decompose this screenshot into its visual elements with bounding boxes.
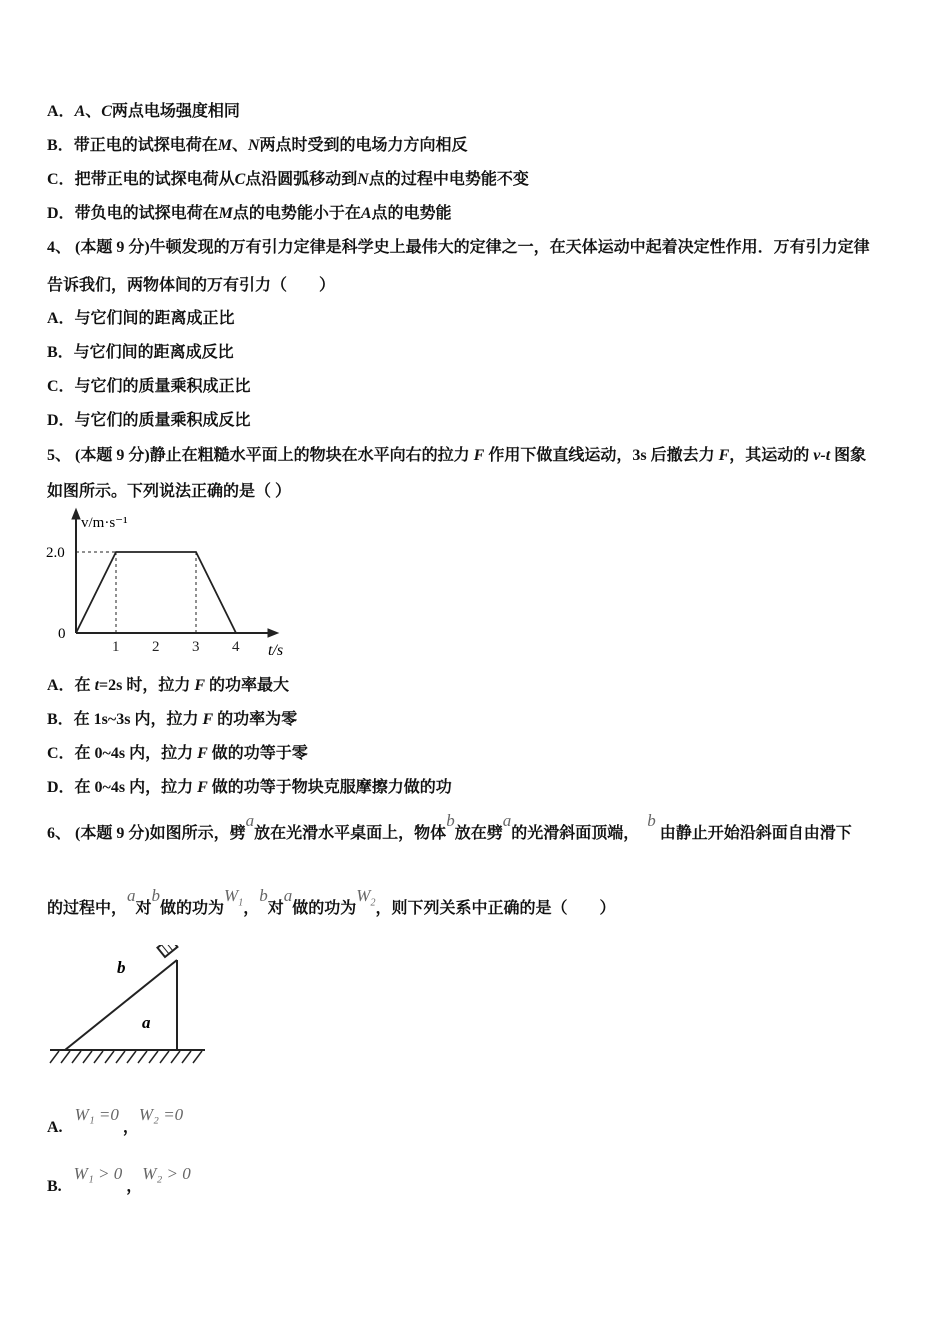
var-b: b <box>446 811 455 830</box>
hatch-mark <box>61 1051 70 1063</box>
text: ，则下列关系中正确的是（ ） <box>375 900 616 917</box>
var-b: b <box>259 886 268 905</box>
hatch-mark <box>160 1051 169 1063</box>
x-tick-label: 2 <box>152 639 160 655</box>
x-tick-label: 3 <box>192 639 200 655</box>
text: 、 <box>85 103 102 120</box>
var-a: a <box>127 886 136 905</box>
x-axis-arrow <box>268 629 278 637</box>
text: 的功率为零 <box>213 711 298 728</box>
q5-option-a[interactable] <box>47 676 289 696</box>
text: C <box>234 171 246 188</box>
q3-option-c[interactable] <box>47 170 529 190</box>
var-a: a <box>283 886 293 905</box>
formula: W₁ > 0 <box>73 1164 123 1183</box>
text: 点沿圆弧移动到 <box>245 171 358 188</box>
text: =2s 时，拉力 <box>99 677 195 694</box>
x-axis-label: t/s <box>268 642 284 659</box>
formula: W₂ > 0 <box>142 1164 191 1183</box>
text: 做的功等于零 <box>207 745 308 762</box>
text: 图象 <box>830 447 867 464</box>
text: A <box>360 205 372 222</box>
block-b <box>157 945 177 957</box>
q4-stem-line2: 告诉我们，两物体间的万有引力（ ） <box>47 277 336 294</box>
var-vt: v-t <box>813 447 831 464</box>
origin-label: 0 <box>58 626 66 642</box>
text: 5、 (本题 9 分)静止在粗糙水平面上的物块在水平向右的拉力 <box>47 447 474 464</box>
option-label: C． <box>47 171 75 188</box>
text: t <box>94 677 100 694</box>
hatch-mark <box>138 1051 147 1063</box>
var-b: b <box>151 886 161 905</box>
q4-option-c: C．与它们的质量乘积成正比 <box>47 378 251 395</box>
q6-stem-line1 <box>47 811 852 844</box>
wedge-diagram <box>45 945 210 1070</box>
text: 6、 (本题 9 分)如图所示，劈 <box>47 825 246 842</box>
text: D．在 0~4s 内，拉力 <box>47 779 198 796</box>
text: 1 <box>238 897 244 909</box>
text: F <box>202 711 214 728</box>
text: 对 <box>135 900 152 917</box>
option-label: B. <box>47 1178 62 1195</box>
hatch-mark <box>182 1051 191 1063</box>
text: A <box>74 103 86 120</box>
x-tick-label: 4 <box>232 639 240 655</box>
var-F: F <box>718 447 730 464</box>
q3-option-b[interactable] <box>47 136 468 156</box>
var-W2 <box>356 886 376 909</box>
text: 2 <box>370 897 376 909</box>
text: N <box>247 137 260 154</box>
text: C <box>101 103 112 120</box>
text: 作用下做直线运动，3s 后撤去力 <box>484 447 719 464</box>
text: 的功率最大 <box>205 677 290 694</box>
q4-option-a: A．与它们间的距离成正比 <box>47 310 235 327</box>
q6-option-b[interactable]: B. W₁ > 0 ，W₂ > 0 <box>47 1164 191 1195</box>
hatch-mark <box>50 1051 59 1063</box>
hatch-mark <box>94 1051 103 1063</box>
vt-graph <box>40 505 300 665</box>
text: 两点电场强度相同 <box>111 103 240 120</box>
q4-option-d: D．与它们的质量乘积成反比 <box>47 412 251 429</box>
text: 、 <box>231 137 248 154</box>
q4-stem-line1: 4、 (本题 9 分)牛顿发现的万有引力定律是科学史上最伟大的定律之一，在天体运动中起着决定性作用．万有引力定律 <box>47 239 870 256</box>
var-a: a <box>245 811 255 830</box>
text: W <box>356 886 371 905</box>
hatch-mark <box>171 1051 180 1063</box>
text: 点的过程中电势能不变 <box>368 171 529 188</box>
text: 的光滑斜面顶端， <box>511 825 640 842</box>
x-tick-label: 1 <box>112 639 120 655</box>
text: F <box>197 745 208 762</box>
var-a: a <box>502 811 512 830</box>
q6-stem-line2 <box>47 886 616 925</box>
q5-stem-line1 <box>47 446 866 466</box>
text: 做的功等于物块克服摩擦力做的功 <box>207 779 452 796</box>
hatch-mark <box>72 1051 81 1063</box>
y-axis-label: v/m·s⁻¹ <box>81 515 128 531</box>
var-F: F <box>473 447 485 464</box>
text: 把带正电的试探电荷从 <box>74 171 235 188</box>
formula: W₁ =0 <box>74 1105 119 1124</box>
hatch-mark <box>127 1051 136 1063</box>
text: 由静止开始沿斜面自由滑下 <box>659 825 852 842</box>
text: A．在 <box>47 677 95 694</box>
text: 点的电势能 <box>371 205 452 222</box>
var-b: b <box>647 811 656 830</box>
q5-option-c[interactable] <box>47 744 308 764</box>
text: 的过程中， <box>47 900 128 917</box>
text: M <box>218 205 233 222</box>
text: ，其运动的 <box>729 447 814 464</box>
q4-option-b: B．与它们间的距离成反比 <box>47 344 234 361</box>
text: B．在 1s~3s 内，拉力 <box>47 711 203 728</box>
text: 带正电的试探电荷在 <box>73 137 218 154</box>
text: 点的电势能小于在 <box>232 205 361 222</box>
y-axis-arrow <box>72 509 80 519</box>
var-W1 <box>224 886 244 909</box>
text: F <box>194 677 206 694</box>
text: W <box>224 886 239 905</box>
q5-stem-line2: 如图所示。下列说法正确的是（ ） <box>47 483 292 500</box>
option-label: A. <box>47 1119 63 1136</box>
q6-option-a[interactable]: A. W₁ =0 ，W₂ =0 <box>47 1105 184 1136</box>
y-tick-label: 2.0 <box>46 545 65 561</box>
text: 两点时受到的电场力方向相反 <box>259 137 468 154</box>
formula: W₂ =0 <box>138 1105 184 1124</box>
q3-option-d[interactable] <box>47 204 452 224</box>
option-label: B． <box>47 137 74 154</box>
text: F <box>197 779 208 796</box>
option-label: A． <box>47 103 75 120</box>
hatch-mark <box>149 1051 158 1063</box>
hatch-mark <box>105 1051 114 1063</box>
series-line <box>76 552 236 633</box>
text: 做的功为 <box>292 900 357 917</box>
hatch-mark <box>193 1051 202 1063</box>
hatch-mark <box>83 1051 92 1063</box>
option-label: D． <box>47 205 75 222</box>
text: M <box>217 137 232 154</box>
text: 放在光滑水平桌面上，物体 <box>254 825 447 842</box>
text: N <box>357 171 369 188</box>
label-a: a <box>142 1013 151 1032</box>
text: ， <box>243 900 260 917</box>
text: C．在 0~4s 内，拉力 <box>47 745 198 762</box>
q3-option-a[interactable] <box>47 102 240 122</box>
text: 放在劈 <box>454 825 503 842</box>
text: 对 <box>267 900 284 917</box>
q5-option-b[interactable] <box>47 710 297 730</box>
text: 做的功为 <box>160 900 225 917</box>
text: 带负电的试探电荷在 <box>74 205 219 222</box>
label-b: b <box>117 958 126 977</box>
q5-option-d[interactable] <box>47 778 452 798</box>
hatch-mark <box>116 1051 125 1063</box>
